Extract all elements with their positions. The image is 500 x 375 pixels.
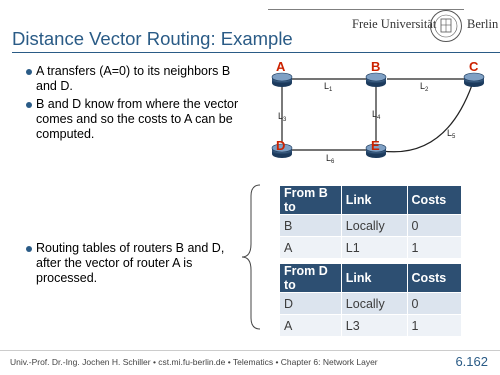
university-name: Freie Universität: [352, 17, 437, 31]
table-cell: L1: [341, 237, 407, 259]
table-row: [280, 237, 461, 259]
table-cell: A: [280, 237, 341, 259]
link-l5: [382, 85, 472, 152]
table-cell: Locally: [341, 293, 407, 315]
bullet-item: B and D know from where the vector comes and so the costs to A can be computed.: [26, 97, 254, 142]
table-row: [280, 315, 461, 337]
link-label-l4: $L_4$: [372, 109, 381, 121]
page-number: 6.162: [455, 354, 488, 369]
table-cell: Locally: [341, 215, 407, 237]
curly-brace-icon: [240, 184, 262, 330]
link-label-l2: $L_2$: [420, 81, 429, 93]
table-cell: D: [280, 293, 341, 315]
table-row: [280, 293, 461, 315]
link-label-l6: $L_6$: [326, 153, 335, 165]
table-cell: 1: [407, 237, 461, 259]
table-header-row: [280, 264, 461, 293]
node-label-c: C: [469, 59, 479, 74]
table-header-cell: Link: [341, 264, 407, 293]
routing-table-b: [280, 186, 461, 258]
table-row: [280, 215, 461, 237]
university-city: Berlin: [467, 17, 499, 31]
router-b-icon: [366, 73, 386, 87]
title-rule: [12, 52, 500, 53]
table-cell: 0: [407, 293, 461, 315]
footer-text: Univ.-Prof. Dr.-Ing. Jochen H. Schiller • cst.mi.fu-berlin.de • Telematics • Chapter 6: Network Layer: [10, 357, 378, 367]
slide-title: Distance Vector Routing: Example: [12, 28, 293, 49]
node-label-d: D: [276, 138, 286, 153]
table-cell: B: [280, 215, 341, 237]
network-diagram: [260, 55, 500, 175]
router-a-icon: [272, 73, 292, 87]
bullet-item: A transfers (A=0) to its neighbors B and D.: [26, 64, 254, 94]
link-label-l3: $L_3$: [278, 111, 287, 123]
table-header-row: [280, 186, 461, 215]
table-header-cell: Link: [341, 186, 407, 215]
table-cell: L3: [341, 315, 407, 337]
table-header-cell: Costs: [407, 264, 461, 293]
table-header-cell: From D to: [280, 264, 341, 293]
table-header-cell: From B to: [280, 186, 341, 215]
routing-table-d: [280, 264, 461, 336]
table-header-cell: Costs: [407, 186, 461, 215]
table-cell: A: [280, 315, 341, 337]
router-c-icon: [464, 73, 484, 87]
node-label-a: A: [276, 59, 286, 74]
university-seal-icon: [429, 9, 463, 43]
footer-rule: [0, 350, 500, 351]
link-label-l1: $L_1$: [324, 81, 333, 93]
bullet-item-tables: Routing tables of routers B and D, after the vector of router A is processed.: [26, 241, 246, 286]
bullet-list: [26, 64, 254, 145]
table-cell: 0: [407, 215, 461, 237]
table-cell: 1: [407, 315, 461, 337]
link-label-l5: $L_5$: [447, 128, 456, 140]
node-label-e: E: [371, 138, 380, 153]
node-label-b: B: [371, 59, 381, 74]
